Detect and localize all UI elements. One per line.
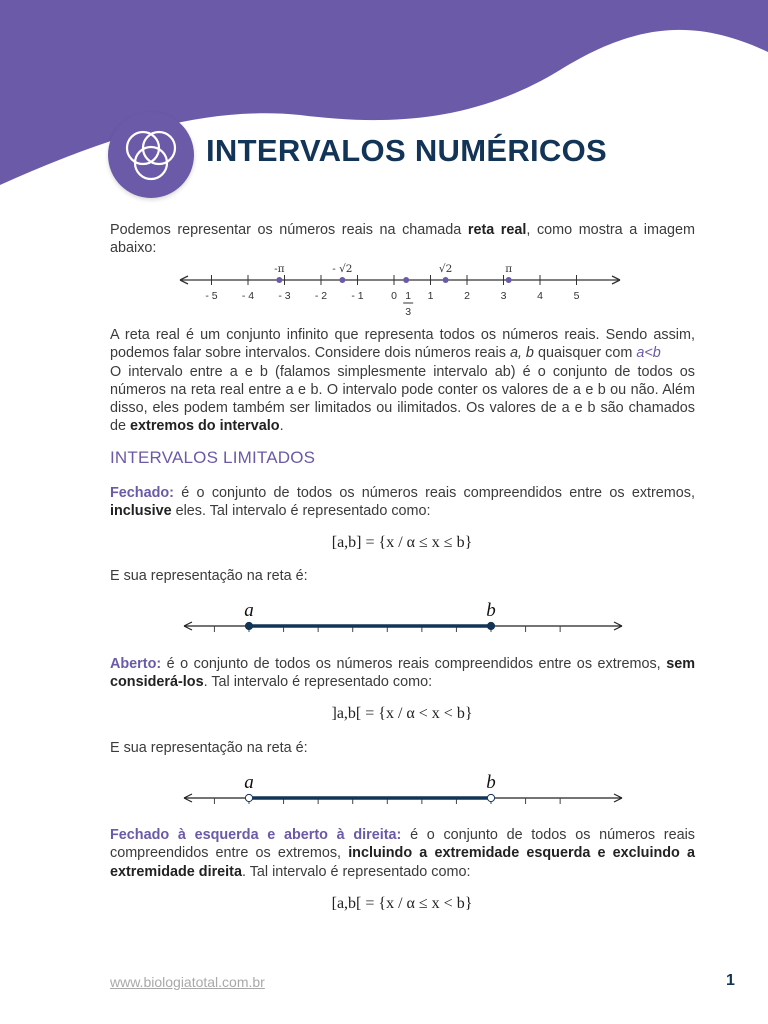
point-marker [276, 277, 282, 283]
closed-endpoint-b [487, 622, 494, 629]
point-marker [403, 277, 409, 283]
point-label: - √2 [332, 263, 353, 275]
definition-text-2: quaisquer com [533, 345, 637, 362]
tick-label: - 4 [241, 290, 255, 302]
half-open-interval-paragraph [110, 826, 695, 881]
point-label: -π [274, 263, 285, 275]
endpoint-label-b: b [486, 772, 496, 793]
open-bold: sem considerá-los [110, 656, 695, 691]
half-open-formula: [a,b[ = {x / α ≤ x < b} [331, 895, 473, 912]
closed-endpoint-a [245, 622, 252, 629]
page-number: 1 [726, 972, 735, 989]
endpoint-label-b: b [486, 600, 496, 621]
real-number-line [0, 258, 768, 318]
closed-text: é o conjunto de todos os números reais compreendidos entre os extremos, [173, 485, 695, 501]
intro-text: Podemos representar os números reais na chamada [110, 222, 468, 238]
point-marker [506, 277, 512, 283]
definition-end: . [279, 418, 284, 435]
closed-lead: Fechado: [110, 485, 174, 501]
logo-badge [108, 112, 194, 198]
point-label: π [505, 263, 513, 275]
definition-paragraph [110, 326, 695, 436]
intro-text-end: , como mostra a imagem abaixo: [110, 222, 695, 257]
open-formula: ]a,b[ = {x / α < x < b} [331, 705, 473, 722]
closed-interval-paragraph [110, 484, 695, 521]
definition-text: A reta real é um conjunto infinito que representa todos os números reais. Sendo assim, podemos falar sobre intervalos. Considere dois números reais [110, 327, 695, 362]
tick-label: 2 [464, 290, 470, 302]
tick-label: - 5 [205, 290, 218, 302]
open-endpoint-a [245, 794, 252, 801]
tick-label: - 3 [278, 290, 291, 302]
open-text: é o conjunto de todos os números reais compreendidos entre os extremos, [161, 656, 667, 672]
intro-paragraph [110, 221, 695, 258]
half-open-bold: incluindo a extremidade esquerda e excluindo a extremidade direita [110, 845, 695, 880]
definition-condition: a<b [636, 345, 661, 362]
definition-vars: a, b [509, 345, 534, 362]
half-open-text: é o conjunto de todos os números reais compreendidos entre os extremos, [110, 827, 695, 862]
website-link[interactable]: www.biologiatotal.com.br [110, 974, 265, 990]
point-marker [339, 277, 345, 283]
half-open-lead: Fechado à esquerda e aberto à direita: [110, 827, 402, 843]
endpoint-label-a: a [244, 600, 254, 621]
tick-label: 0 [391, 290, 397, 302]
page-title: INTERVALOS NUMÉRICOS [206, 133, 607, 168]
tick-label: 5 [573, 290, 580, 302]
closed-text-end: eles. Tal intervalo é representado como: [171, 503, 431, 520]
open-lead: Aberto: [110, 656, 162, 672]
closed-bold: inclusive [110, 503, 172, 520]
tick-label: - 2 [314, 290, 328, 302]
closed-representation-label: E sua representação na reta é: [110, 568, 308, 584]
tick-label: 4 [537, 290, 543, 302]
fraction-numerator: 1 [405, 290, 412, 302]
intro-bold: reta real [467, 222, 527, 238]
definition-bold: extremos do intervalo [130, 418, 280, 435]
three-circles-venn-icon [108, 112, 194, 198]
closed-formula: [a,b] = {x / α ≤ x ≤ b} [331, 534, 473, 551]
endpoint-label-a: a [244, 772, 254, 793]
definition-text-3: O intervalo entre a e b (falamos simplesmente intervalo ab) é o conjunto de todos os números na reta real entre a e b. O intervalo pode conter os valores de a e b ou não. Além disso, eles podem também ser limitados ou ilimitados. Os valores de a e b são chamados de [110, 363, 695, 435]
open-text-end: . Tal intervalo é representado como: [203, 674, 433, 691]
section-title: INTERVALOS LIMITADOS [110, 448, 316, 467]
fraction-denominator: 3 [405, 306, 412, 318]
tick-label: 1 [427, 290, 434, 302]
tick-label: 3 [500, 290, 507, 302]
point-marker [443, 277, 449, 283]
half-open-text-end: . Tal intervalo é representado como: [241, 863, 471, 880]
open-endpoint-b [487, 794, 494, 801]
open-interval-line [0, 768, 768, 812]
open-interval-paragraph [110, 655, 695, 692]
open-representation-label: E sua representação na reta é: [110, 740, 308, 756]
closed-interval-line [0, 596, 768, 640]
point-label: √2 [438, 263, 453, 275]
tick-label: - 1 [351, 290, 364, 302]
